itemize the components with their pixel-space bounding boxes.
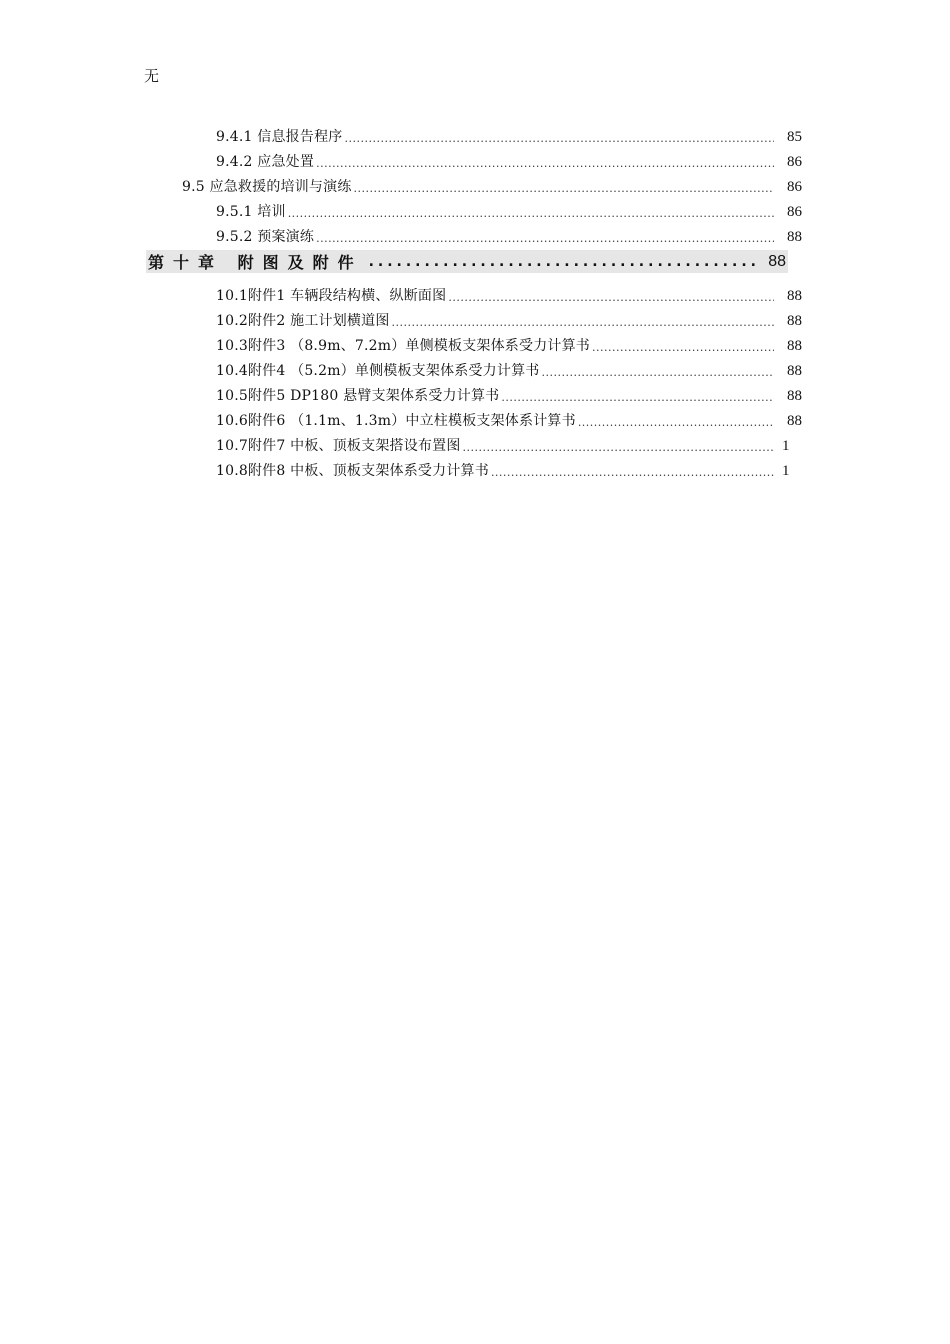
toc-entry-10-6[interactable] bbox=[216, 410, 802, 432]
toc-chapter-10[interactable] bbox=[146, 250, 788, 273]
toc-page-number: 1 bbox=[782, 438, 790, 454]
toc-entry-label: 9.5.1 培训 bbox=[216, 204, 286, 220]
dot-leader bbox=[578, 414, 774, 432]
toc-page-number: 85 bbox=[787, 129, 802, 145]
dot-leader bbox=[369, 254, 761, 270]
toc-entry-label: 10.2附件2 施工计划横道图 bbox=[216, 313, 390, 329]
toc-page-number: 88 bbox=[787, 388, 802, 404]
toc-entry-10-3[interactable] bbox=[216, 335, 802, 357]
toc-entry-9-4-2[interactable] bbox=[216, 151, 802, 173]
dot-leader bbox=[448, 289, 774, 307]
toc-entry-label: 10.3附件3 （8.9m、7.2m）单侧模板支架体系受力计算书 bbox=[216, 338, 591, 354]
toc-entry-10-2[interactable] bbox=[216, 310, 802, 332]
toc-entry-label: 9.4.2 应急处置 bbox=[216, 154, 315, 170]
toc-entry-label: 10.4附件4 （5.2m）单侧模板支架体系受力计算书 bbox=[216, 363, 540, 379]
dot-leader bbox=[288, 205, 774, 223]
toc-entry-label: 10.5附件5 DP180 悬臂支架体系受力计算书 bbox=[216, 388, 500, 404]
toc-entry-label: 9.5.2 预案演练 bbox=[216, 229, 315, 245]
toc-entry-9-4-1[interactable] bbox=[216, 126, 802, 148]
toc-entry-label: 10.8附件8 中板、顶板支架体系受力计算书 bbox=[216, 463, 489, 479]
toc-page-number: 86 bbox=[787, 154, 802, 170]
dot-leader bbox=[344, 130, 774, 148]
dot-leader bbox=[463, 439, 774, 457]
toc-page-number: 88 bbox=[787, 229, 802, 245]
toc-page-number: 88 bbox=[787, 363, 802, 379]
toc-entry-9-5-2[interactable] bbox=[216, 226, 802, 248]
toc-entry-10-5[interactable] bbox=[216, 385, 802, 407]
toc-entry-label: 10.6附件6 （1.1m、1.3m）中立柱模板支架体系计算书 bbox=[216, 413, 576, 429]
toc-entry-label: 10.7附件7 中板、顶板支架搭设布置图 bbox=[216, 438, 461, 454]
dot-leader bbox=[316, 230, 774, 248]
toc-page-number: 88 bbox=[787, 413, 802, 429]
toc-page-number: 1 bbox=[782, 463, 790, 479]
toc-entry-9-5-1[interactable] bbox=[216, 201, 802, 223]
toc-entry-9-5[interactable] bbox=[182, 176, 802, 198]
toc-entry-10-8[interactable] bbox=[216, 460, 802, 482]
dot-leader bbox=[541, 364, 774, 382]
toc-entry-10-1[interactable] bbox=[216, 285, 802, 307]
toc-entry-label: 9.5 应急救援的培训与演练 bbox=[182, 179, 352, 195]
toc-entry-10-7[interactable] bbox=[216, 435, 802, 457]
dot-leader bbox=[316, 155, 774, 173]
toc-page-number: 88 bbox=[768, 252, 786, 270]
dot-leader bbox=[592, 339, 774, 357]
toc-page-number: 86 bbox=[787, 179, 802, 195]
toc-entry-label: 9.4.1 信息报告程序 bbox=[216, 129, 343, 145]
toc-page-number: 88 bbox=[787, 313, 802, 329]
dot-leader bbox=[501, 389, 774, 407]
page-header: 无 bbox=[144, 67, 160, 85]
toc-page-number: 88 bbox=[787, 338, 802, 354]
chapter-title: 第十章 附图及附件 bbox=[148, 253, 363, 272]
toc-entry-label: 10.1附件1 车辆段结构横、纵断面图 bbox=[216, 288, 447, 304]
toc-page-number: 88 bbox=[787, 288, 802, 304]
toc-entry-10-4[interactable] bbox=[216, 360, 802, 382]
toc-page-number: 86 bbox=[787, 204, 802, 220]
dot-leader bbox=[354, 180, 774, 198]
dot-leader bbox=[392, 314, 774, 332]
dot-leader bbox=[491, 464, 774, 482]
